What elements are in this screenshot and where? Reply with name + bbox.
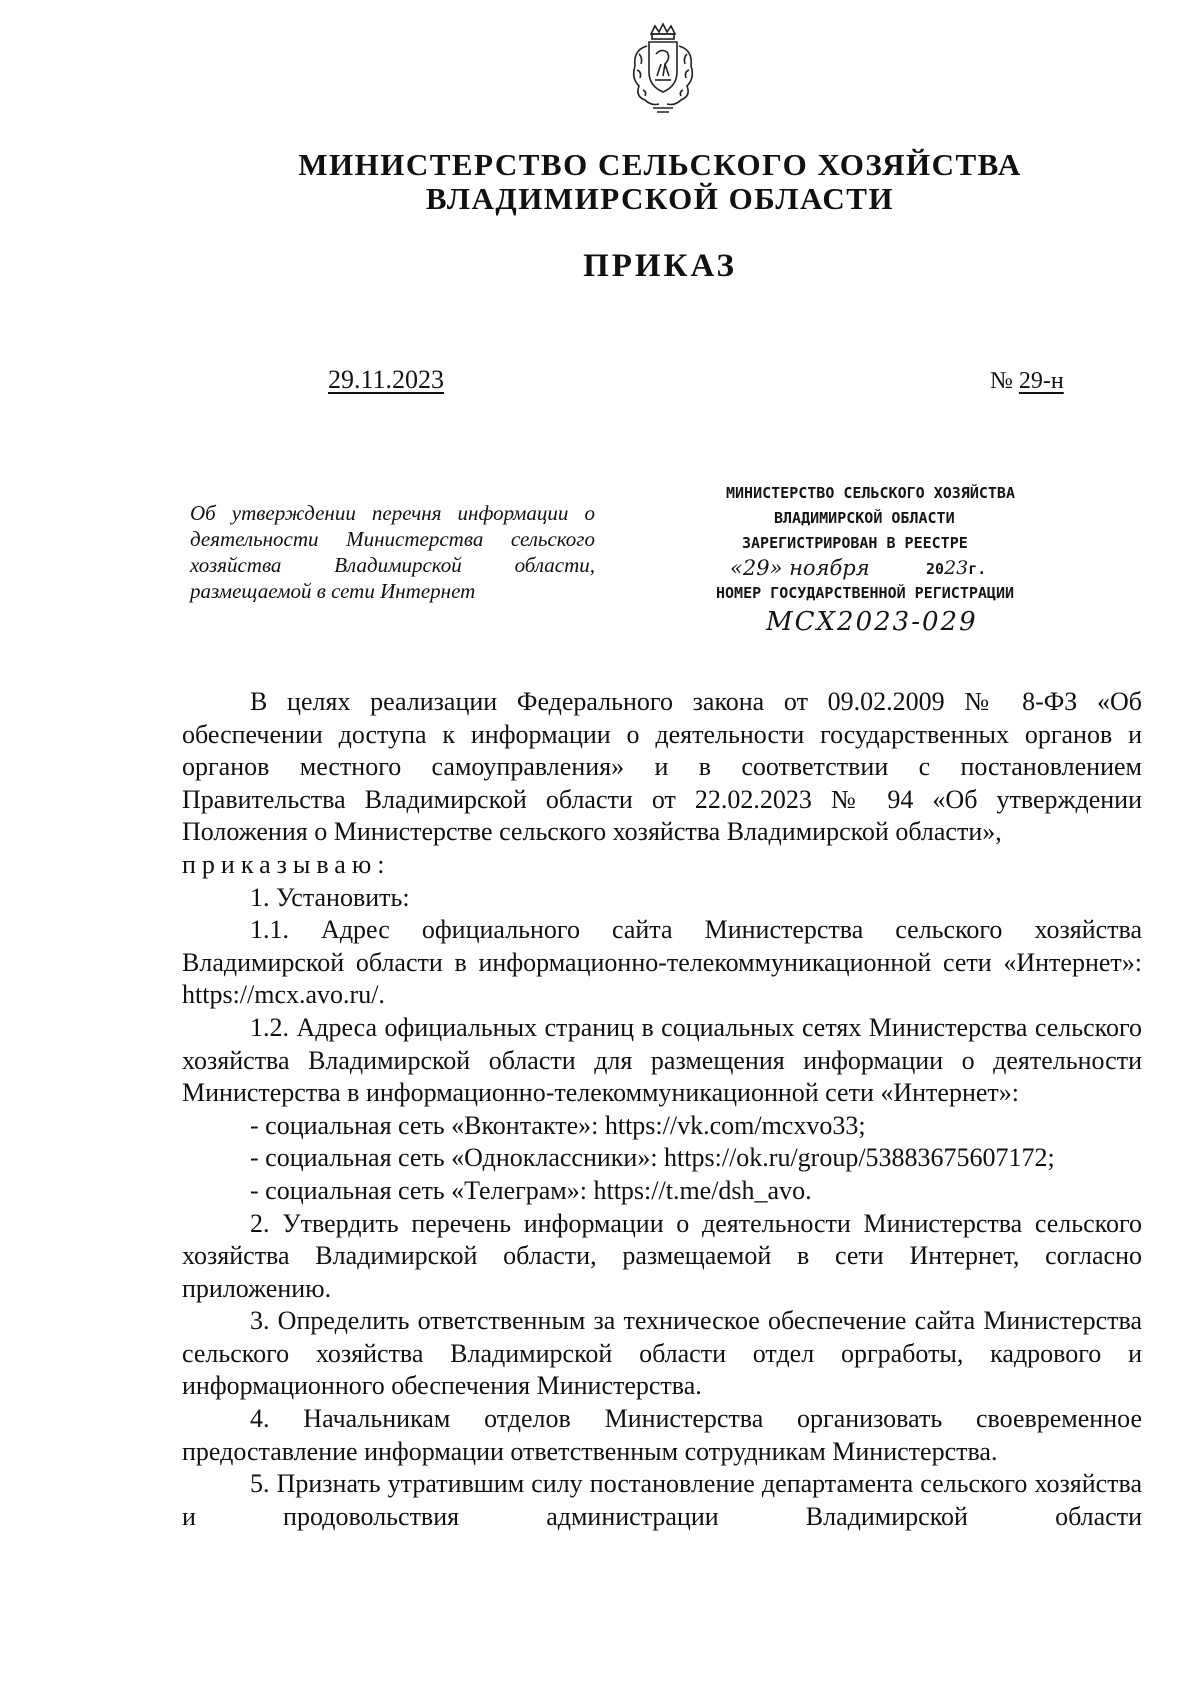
- document-type-title: ПРИКАЗ: [583, 248, 737, 284]
- order-number-value: 29-н: [1018, 368, 1064, 394]
- item-1: 1. Установить:: [250, 882, 410, 912]
- registration-stamp: [716, 481, 1076, 635]
- ministry-title-line1: МИНИСТЕРСТВО СЕЛЬСКОГО ХОЗЯЙСТВА: [298, 147, 1022, 182]
- stamp-line-ministry: МИНИСТЕРСТВО СЕЛЬСКОГО ХОЗЯЙСТВА: [726, 484, 1015, 502]
- stamp-line-date: [716, 556, 1076, 581]
- social-ok-line: - социальная сеть «Одноклассники»: https://ok.ru/group/53883675607172;: [250, 1143, 1055, 1173]
- stamp-year-handwritten: 23: [944, 557, 969, 579]
- coat-of-arms-emblem: [625, 20, 701, 118]
- order-number: [990, 368, 1064, 395]
- order-subject: Об утверждении перечня информации о деятельности Министерства сельского хозяйства Владимирской области, размещаемой в сети Интернет: [190, 501, 595, 603]
- stamp-line-reg-number-label: НОМЕР ГОСУДАРСТВЕННОЙ РЕГИСТРАЦИИ: [716, 584, 1015, 602]
- order-date: 29.11.2023: [328, 365, 445, 394]
- ministry-title-line2: ВЛАДИМИРСКОЙ ОБЛАСТИ: [425, 181, 895, 216]
- item-1-1: 1.1. Адрес официального сайта Министерства сельского хозяйства Владимирской области в информационно-телекоммуникационной сети «Интернет»: https://mcx.avo.ru/.: [182, 915, 1142, 1010]
- order-number-prefix: №: [990, 368, 1019, 394]
- item-4: 4. Начальникам отделов Министерства организовать своевременное предоставление информации ответственным сотрудникам Министерства.: [182, 1404, 1142, 1466]
- stamp-handwritten-date: «29» ноября: [730, 556, 870, 580]
- order-body: [182, 686, 1142, 1533]
- ministry-title: [0, 148, 1200, 216]
- stamp-year-suffix: г.: [968, 560, 987, 578]
- social-tg-line: - социальная сеть «Телеграм»: https://t.me/dsh_avo.: [250, 1175, 812, 1205]
- order-word: приказываю:: [182, 849, 391, 879]
- stamp-line-region: ВЛАДИМИРСКОЙ ОБЛАСТИ: [774, 509, 955, 527]
- item-5: 5. Признать утратившим силу постановление департамента сельского хозяйства и продовольствия администрации Владимирской области: [182, 1469, 1142, 1531]
- stamp-reg-number: МСХ2023-029: [766, 607, 978, 637]
- item-1-2: 1.2. Адреса официальных страниц в социальных сетях Министерства сельского хозяйства Владимирской области для размещения информации о деятельности Министерства в информационно-телекоммуникационной сети «Интернет»:: [182, 1012, 1142, 1108]
- stamp-year: [926, 556, 986, 582]
- stamp-year-prefix: 20: [926, 560, 945, 578]
- item-2: 2. Утвердить перечень информации о деятельности Министерства сельского хозяйства Владимирской области, размещаемой в сети Интернет, согласно приложению.: [182, 1208, 1142, 1303]
- social-vk-line: - социальная сеть «Вконтакте»: https://vk.com/mcxvo33;: [250, 1110, 866, 1140]
- item-3: 3. Определить ответственным за техническое обеспечение сайта Министерства сельского хозяйства Владимирской области отдел оргработы, кадрового и информационного обеспечения Министерства.: [182, 1306, 1142, 1401]
- stamp-line-registered: ЗАРЕГИСТРИРОВАН В РЕЕСТРЕ: [742, 534, 968, 552]
- intro-paragraph: В целях реализации Федерального закона от 09.02.2009 № 8-ФЗ «Об обеспечении доступа к информации о деятельности государственных органов и органов местного самоуправления» и в соответствии с постановлением Правительства Владимирской области от 22.02.2023 № 94 «Об утверждении Положения о Министерстве сельского хозяйства Владимирской области»,: [182, 687, 1142, 847]
